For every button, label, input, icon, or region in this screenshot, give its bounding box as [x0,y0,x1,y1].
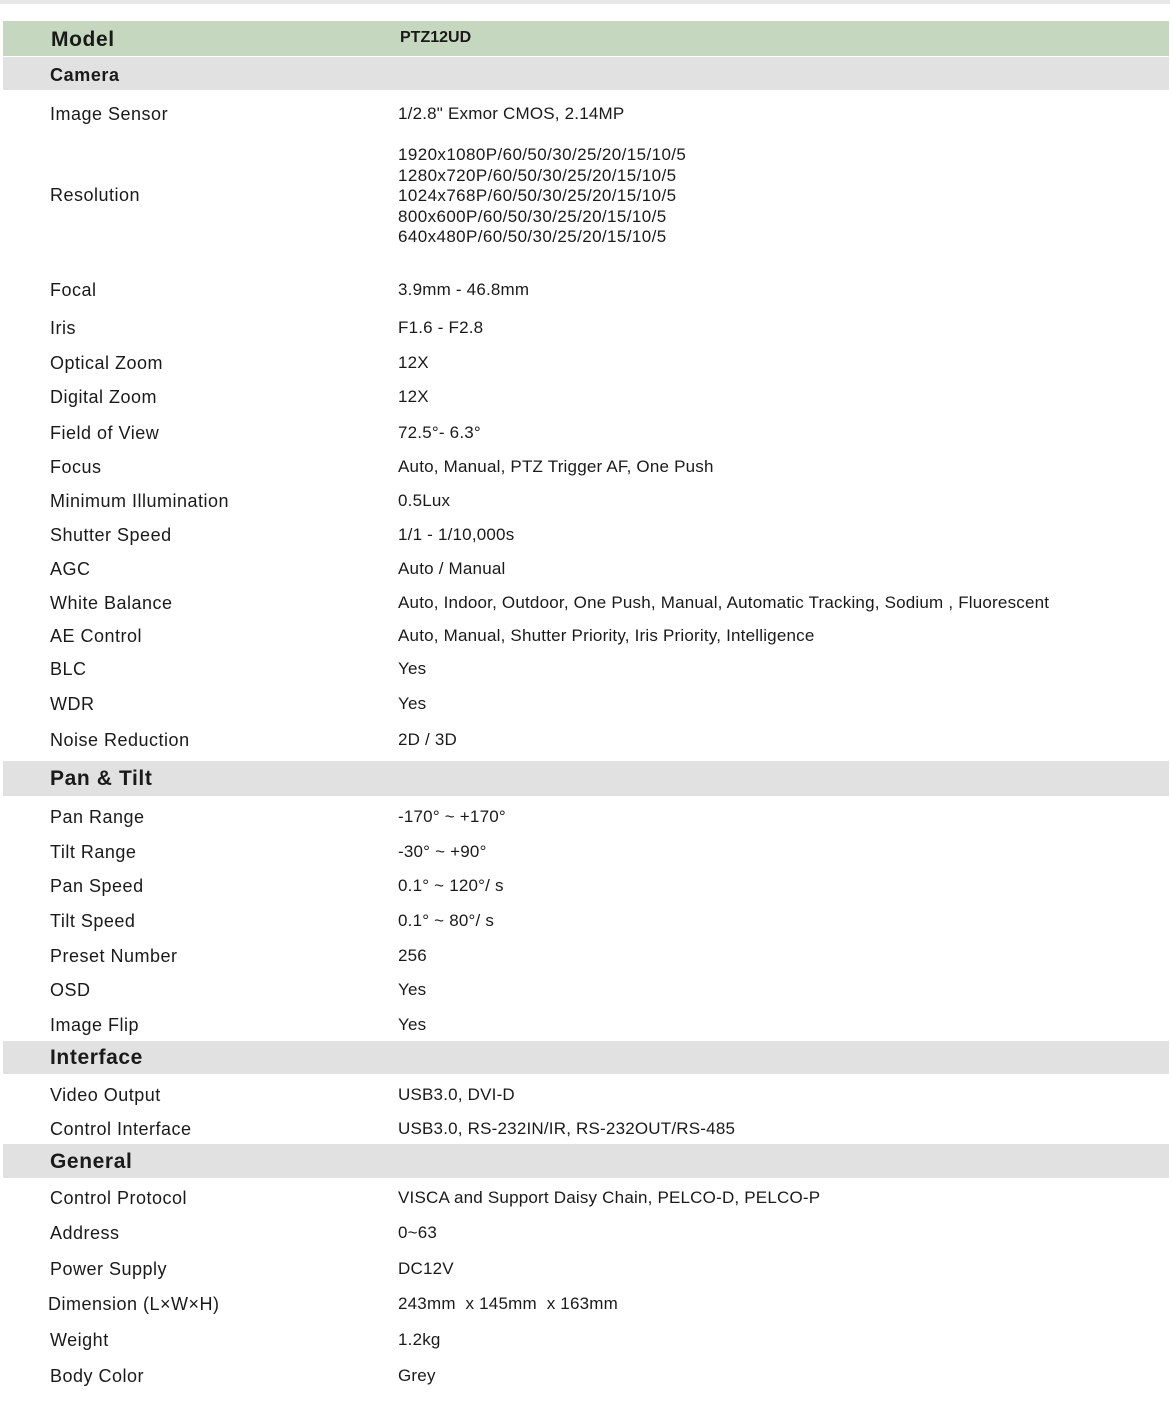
section-header-interface [3,1041,1169,1074]
spec-row-blc [0,659,1170,681]
spec-value: Yes [398,659,427,678]
spec-value: 72.5°- 6.3° [398,423,481,442]
spec-value: 256 [398,946,427,965]
spec-row-control-interface [0,1119,1170,1141]
spec-label: Focal [50,280,97,300]
spec-label: Power Supply [50,1259,168,1279]
resolution-line: 1024x768P/60/50/30/25/20/15/10/5 [398,186,677,206]
spec-label: Image Flip [50,1015,140,1035]
spec-value: 1/2.8" Exmor CMOS, 2.14MP [398,104,625,123]
spec-row-noise-reduction [0,730,1170,752]
spec-label: Control Interface [50,1119,192,1139]
section-header-pan-tilt [3,761,1169,796]
spec-row-control-protocol [0,1188,1170,1210]
spec-row-tilt-speed [0,911,1170,933]
spec-value: 12X [398,387,429,406]
section-title-interface: Interface [50,1046,143,1069]
spec-value: 2D / 3D [398,730,458,749]
spec-label: Tilt Speed [50,911,136,931]
resolution-line: 1920x1080P/60/50/30/25/20/15/10/5 [398,145,687,164]
spec-label: Optical Zoom [50,353,164,373]
spec-value: Yes [398,980,427,999]
spec-value: USB3.0, RS-232IN/IR, RS-232OUT/RS-485 [398,1119,736,1138]
spec-row-wdr [0,694,1170,716]
spec-row-focus [0,457,1170,479]
section-header-general [3,1144,1169,1178]
top-divider [0,0,1170,4]
spec-value: DC12V [398,1259,454,1278]
section-title-general: General [50,1150,133,1173]
spec-label: Digital Zoom [50,387,158,407]
spec-label: Field of View [50,423,160,443]
spec-row-power-supply [0,1259,1170,1281]
resolution-values [398,145,686,248]
spec-row-image-sensor [0,104,1170,126]
spec-value: Grey [398,1366,436,1385]
spec-label: Weight [50,1330,109,1350]
spec-label: Pan Range [50,807,145,827]
resolution-line: 1280x720P/60/50/30/25/20/15/10/5 [398,165,677,185]
spec-label: Body Color [50,1366,145,1386]
section-title-camera: Camera [50,65,120,85]
spec-row-preset-number [0,946,1170,968]
spec-row-agc [0,559,1170,581]
spec-row-pan-speed [0,876,1170,898]
spec-row-shutter-speed [0,525,1170,547]
spec-value: Auto, Manual, PTZ Trigger AF, One Push [398,457,714,476]
spec-label: Noise Reduction [50,730,190,750]
spec-label: AE Control [50,626,143,646]
resolution-line: 640x480P/60/50/30/25/20/15/10/5 [398,227,667,247]
spec-row-osd [0,980,1170,1002]
spec-value: 12X [398,353,429,372]
spec-value: F1.6 - F2.8 [398,318,484,337]
spec-row-video-output [0,1085,1170,1107]
spec-row-digital-zoom [0,387,1170,409]
spec-row-optical-zoom [0,353,1170,375]
spec-row-ae-control [0,626,1170,648]
spec-row-iris [0,318,1170,340]
spec-label: Tilt Range [50,842,137,862]
spec-row-focal [0,280,1170,302]
spec-row-weight [0,1330,1170,1352]
spec-label: White Balance [50,593,173,613]
spec-row-image-flip [0,1015,1170,1037]
spec-label: Preset Number [50,946,178,966]
spec-label: BLC [50,659,87,679]
spec-row-address [0,1223,1170,1245]
spec-value: Yes [398,1015,427,1034]
spec-row-field-of-view [0,423,1170,445]
spec-label: Shutter Speed [50,525,172,545]
spec-value: USB3.0, DVI-D [398,1085,515,1104]
spec-value: 1/1 - 1/10,000s [398,525,515,544]
spec-row-dimension [0,1294,1170,1316]
spec-value: Auto, Manual, Shutter Priority, Iris Priority, Intelligence [398,626,815,645]
spec-value: 1.2kg [398,1330,441,1349]
spec-value: -170° ~ +170° [398,807,506,826]
spec-row-white-balance [0,593,1170,615]
spec-label: Image Sensor [50,104,169,124]
spec-value: Yes [398,694,427,713]
spec-label: OSD [50,980,91,1000]
spec-value: 0.5Lux [398,491,451,510]
model-header [3,21,1169,56]
spec-value: 0.1° ~ 80°/ s [398,911,495,930]
spec-value: 0~63 [398,1223,438,1242]
spec-label: AGC [50,559,91,579]
model-value: PTZ12UD [400,29,472,46]
spec-label: Video Output [50,1085,161,1105]
resolution-line: 800x600P/60/50/30/25/20/15/10/5 [398,206,667,226]
spec-value: 243mm x 145mm x 163mm [398,1294,618,1313]
spec-label: Control Protocol [50,1188,188,1208]
spec-value: 3.9mm - 46.8mm [398,280,530,299]
section-title-pan-tilt: Pan & Tilt [50,767,153,790]
spec-value: 0.1° ~ 120°/ s [398,876,504,895]
spec-label: Pan Speed [50,876,144,896]
spec-label: Address [50,1223,120,1243]
spec-value: -30° ~ +90° [398,842,487,861]
spec-label: Resolution [50,185,141,205]
spec-row-min-illumination [0,491,1170,513]
spec-label: Minimum Illumination [50,491,230,511]
spec-value: VISCA and Support Daisy Chain, PELCO-D, PELCO-P [398,1188,821,1207]
model-label: Model [51,28,115,51]
spec-value: Auto / Manual [398,559,506,578]
spec-row-body-color [0,1366,1170,1388]
spec-label: WDR [50,694,95,714]
spec-value: Auto, Indoor, Outdoor, One Push, Manual, Automatic Tracking, Sodium , Fluorescent [398,593,1050,612]
spec-label: Focus [50,457,102,477]
section-header-camera [3,57,1169,90]
spec-row-tilt-range [0,842,1170,864]
spec-label: Iris [50,318,76,338]
spec-row-pan-range [0,807,1170,829]
spec-label: Dimension (L×W×H) [48,1294,220,1314]
